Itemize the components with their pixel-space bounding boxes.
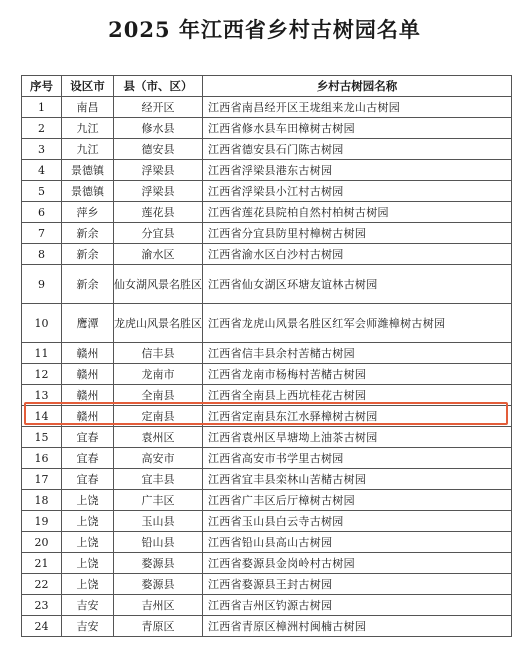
cell-county: 吉州区: [114, 595, 203, 616]
cell-serial-number: 22: [22, 574, 62, 595]
cell-city: 赣州: [62, 406, 114, 427]
table-row: [22, 490, 512, 511]
header-city: 设区市: [62, 76, 114, 97]
cell-serial-number: 19: [22, 511, 62, 532]
table-row: [22, 244, 512, 265]
cell-city: 景德镇: [62, 160, 114, 181]
cell-serial-number: 14: [22, 406, 62, 427]
cell-park-name: 江西省信丰县余村苦槠古树园: [203, 343, 512, 364]
table-row: [22, 364, 512, 385]
cell-serial-number: 11: [22, 343, 62, 364]
cell-serial-number: 10: [22, 304, 62, 343]
cell-serial-number: 2: [22, 118, 62, 139]
table-row: [22, 469, 512, 490]
table-row: [22, 406, 512, 427]
cell-city: 赣州: [62, 343, 114, 364]
cell-park-name: 江西省吉州区钓源古树园: [203, 595, 512, 616]
cell-city: 上饶: [62, 553, 114, 574]
cell-county: 定南县: [114, 406, 203, 427]
cell-city: 九江: [62, 139, 114, 160]
cell-park-name: 江西省宜丰县栾林山苦槠古树园: [203, 469, 512, 490]
table-row: [22, 139, 512, 160]
cell-city: 吉安: [62, 616, 114, 637]
cell-serial-number: 4: [22, 160, 62, 181]
cell-park-name: 江西省青原区樟洲村闽楠古树园: [203, 616, 512, 637]
cell-city: 上饶: [62, 532, 114, 553]
cell-serial-number: 6: [22, 202, 62, 223]
table-row: [22, 595, 512, 616]
cell-county: 青原区: [114, 616, 203, 637]
table-row: [22, 181, 512, 202]
header-park-name: 乡村古树园名称: [203, 76, 512, 97]
cell-county: 浮梁县: [114, 181, 203, 202]
cell-park-name: 江西省高安市书学里古树园: [203, 448, 512, 469]
table-row: [22, 448, 512, 469]
table-row: [22, 616, 512, 637]
cell-city: 上饶: [62, 511, 114, 532]
cell-serial-number: 7: [22, 223, 62, 244]
cell-city: 景德镇: [62, 181, 114, 202]
table-row: [22, 427, 512, 448]
table-row: [22, 343, 512, 364]
document-title: 2025 年江西省乡村古树园名单: [108, 17, 421, 42]
cell-park-name: 江西省定南县东江水驿樟树古树园: [203, 406, 512, 427]
cell-county: 玉山县: [114, 511, 203, 532]
cell-city: 新余: [62, 223, 114, 244]
cell-county: 仙女湖风景名胜区: [114, 265, 203, 304]
header-row: [22, 76, 512, 97]
cell-serial-number: 8: [22, 244, 62, 265]
cell-serial-number: 1: [22, 97, 62, 118]
cell-county: 经开区: [114, 97, 203, 118]
cell-city: 萍乡: [62, 202, 114, 223]
cell-park-name: 江西省浮梁县港东古树园: [203, 160, 512, 181]
cell-city: 南昌: [62, 97, 114, 118]
cell-serial-number: 12: [22, 364, 62, 385]
table-body: [22, 97, 512, 637]
cell-serial-number: 9: [22, 265, 62, 304]
cell-park-name: 江西省德安县石门陈古树园: [203, 139, 512, 160]
cell-park-name: 江西省南昌经开区王垅组来龙山古树园: [203, 97, 512, 118]
cell-county: 婺源县: [114, 553, 203, 574]
cell-county: 全南县: [114, 385, 203, 406]
table-row: [22, 223, 512, 244]
table-row: [22, 574, 512, 595]
cell-city: 宜春: [62, 469, 114, 490]
cell-park-name: 江西省婺源县王封古树园: [203, 574, 512, 595]
cell-county: 高安市: [114, 448, 203, 469]
cell-serial-number: 21: [22, 553, 62, 574]
cell-city: 上饶: [62, 490, 114, 511]
table-row: [22, 202, 512, 223]
cell-county: 铅山县: [114, 532, 203, 553]
table-row: [22, 304, 512, 343]
cell-park-name: 江西省全南县上西坑桂花古树园: [203, 385, 512, 406]
cell-county: 龙南市: [114, 364, 203, 385]
cell-county: 分宜县: [114, 223, 203, 244]
cell-serial-number: 18: [22, 490, 62, 511]
cell-county: 广丰区: [114, 490, 203, 511]
cell-city: 赣州: [62, 364, 114, 385]
cell-park-name: 江西省铅山县高山古树园: [203, 532, 512, 553]
cell-city: 赣州: [62, 385, 114, 406]
cell-county: 渝水区: [114, 244, 203, 265]
cell-city: 新余: [62, 265, 114, 304]
cell-park-name: 江西省浮梁县小江村古树园: [203, 181, 512, 202]
cell-county: 浮梁县: [114, 160, 203, 181]
header-county: 县（市、区）: [114, 76, 203, 97]
table-row: [22, 385, 512, 406]
cell-park-name: 江西省修水县车田樟树古树园: [203, 118, 512, 139]
cell-city: 上饶: [62, 574, 114, 595]
cell-park-name: 江西省莲花县院柏自然村柏树古树园: [203, 202, 512, 223]
cell-park-name: 江西省仙女湖区环塘友谊林古树园: [203, 265, 512, 304]
table-row: [22, 97, 512, 118]
table-row: [22, 265, 512, 304]
table-row: [22, 118, 512, 139]
cell-county: 修水县: [114, 118, 203, 139]
cell-park-name: 江西省玉山县白云寺古树园: [203, 511, 512, 532]
cell-serial-number: 16: [22, 448, 62, 469]
cell-city: 宜春: [62, 448, 114, 469]
cell-county: 袁州区: [114, 427, 203, 448]
table-row: [22, 553, 512, 574]
cell-serial-number: 20: [22, 532, 62, 553]
cell-park-name: 江西省渝水区白沙村古树园: [203, 244, 512, 265]
header-serial-number: 序号: [22, 76, 62, 97]
cell-serial-number: 24: [22, 616, 62, 637]
cell-serial-number: 23: [22, 595, 62, 616]
cell-park-name: 江西省婺源县金岗岭村古树园: [203, 553, 512, 574]
cell-park-name: 江西省龙南市杨梅村苦槠古树园: [203, 364, 512, 385]
cell-serial-number: 15: [22, 427, 62, 448]
cell-city: 宜春: [62, 427, 114, 448]
cell-city: 新余: [62, 244, 114, 265]
cell-county: 宜丰县: [114, 469, 203, 490]
cell-park-name: 江西省袁州区旱塘坳上油茶古树园: [203, 427, 512, 448]
cell-park-name: 江西省广丰区后厅樟树古树园: [203, 490, 512, 511]
cell-county: 莲花县: [114, 202, 203, 223]
cell-county: 德安县: [114, 139, 203, 160]
cell-county: 婺源县: [114, 574, 203, 595]
cell-park-name: 江西省分宜县防里村樟树古树园: [203, 223, 512, 244]
cell-serial-number: 3: [22, 139, 62, 160]
cell-city: 鹰潭: [62, 304, 114, 343]
heritage-tree-park-table: [21, 75, 512, 637]
table-row: [22, 511, 512, 532]
table-header: [22, 76, 512, 97]
cell-serial-number: 5: [22, 181, 62, 202]
table-row: [22, 160, 512, 181]
cell-city: 九江: [62, 118, 114, 139]
cell-city: 吉安: [62, 595, 114, 616]
cell-county: 龙虎山风景名胜区: [114, 304, 203, 343]
cell-park-name: 江西省龙虎山风景名胜区红军会师潍樟树古树园: [203, 304, 512, 343]
table-row: [22, 532, 512, 553]
cell-county: 信丰县: [114, 343, 203, 364]
cell-serial-number: 17: [22, 469, 62, 490]
cell-serial-number: 13: [22, 385, 62, 406]
